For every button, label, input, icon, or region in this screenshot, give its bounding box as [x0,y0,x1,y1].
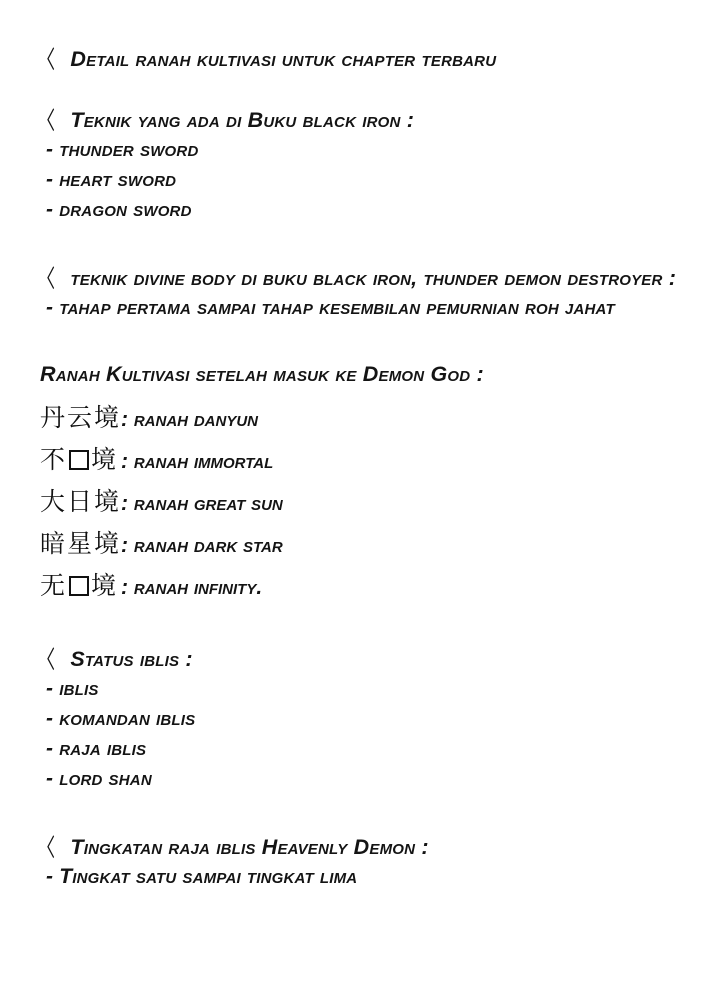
chevron-icon: 〈 [40,833,55,860]
rank-label: : ranah great sun [121,491,283,515]
rank-label: : ranah dark star [121,533,283,557]
chevron-icon: 〈 [40,106,55,133]
rank-table [40,396,283,606]
chevron-icon: 〈 [40,264,55,291]
list-item: - Tingkat satu sampai tingkat lima [46,865,358,889]
list-item: - dragon sword [46,197,192,221]
section-status-iblis [40,642,700,794]
section-heading [40,359,700,390]
chevron-icon: 〈 [40,645,55,672]
list-item: - raja iblis [46,737,147,761]
list-item: - tahap pertama sampai tahap kesembilan pemurnian roh jahat [46,296,615,320]
section-heading-text: Detail ranah kultivasi untuk chapter terbaru [70,47,497,71]
section-heading-text: Status iblis : [70,646,193,671]
section-teknik-buku-black-iron [40,103,700,225]
rank-label: : ranah danyun [121,407,259,431]
list-item: - komandan iblis [46,707,196,731]
spacer [40,345,700,359]
section-heading-text: teknik divine body di buku black iron, thunder demon destroyer : [70,265,677,290]
section-heading-text: Tingkatan raja iblis Heavenly Demon : [70,834,429,859]
section-ranah-kultivasi-demon-god [40,359,700,606]
spacer [40,628,700,642]
section-teknik-divine-body [40,261,700,323]
unknown-glyph-box [69,576,89,596]
rank-label: : ranah infinity. [121,575,263,599]
section-heading [40,103,700,136]
section-tingkatan-raja-iblis [40,830,700,892]
rank-cjk: 不 境 [40,444,119,474]
rank-cjk: 大日境 [40,486,122,516]
unknown-glyph-box [69,450,89,470]
table-row [40,396,283,438]
rank-cjk: 暗星境 [40,528,122,558]
rank-label: : ranah immortal [121,449,274,473]
table-row [40,438,283,480]
table-row [40,522,283,564]
section-heading-text: Ranah Kultivasi setelah masuk ke Demon God : [40,362,484,387]
list-item: - heart sword [46,168,177,192]
list-item: - thunder sword [46,138,199,162]
table-row [40,564,283,606]
table-row [40,480,283,522]
section-heading-text: Teknik yang ada di Buku black iron : [70,107,415,132]
section-heading [40,642,700,675]
section-heading [40,830,700,863]
section-heading [40,261,700,294]
document-content [40,42,700,914]
spacer [40,247,700,261]
section-detail-ranah [40,42,700,75]
chevron-icon: 〈 [40,46,55,72]
list-item: - lord shan [46,766,152,790]
spacer [40,816,700,830]
list-item: - iblis [46,677,99,701]
section-heading [40,42,700,75]
rank-cjk: 丹云境 [40,402,122,432]
rank-cjk: 无 境 [40,570,119,600]
